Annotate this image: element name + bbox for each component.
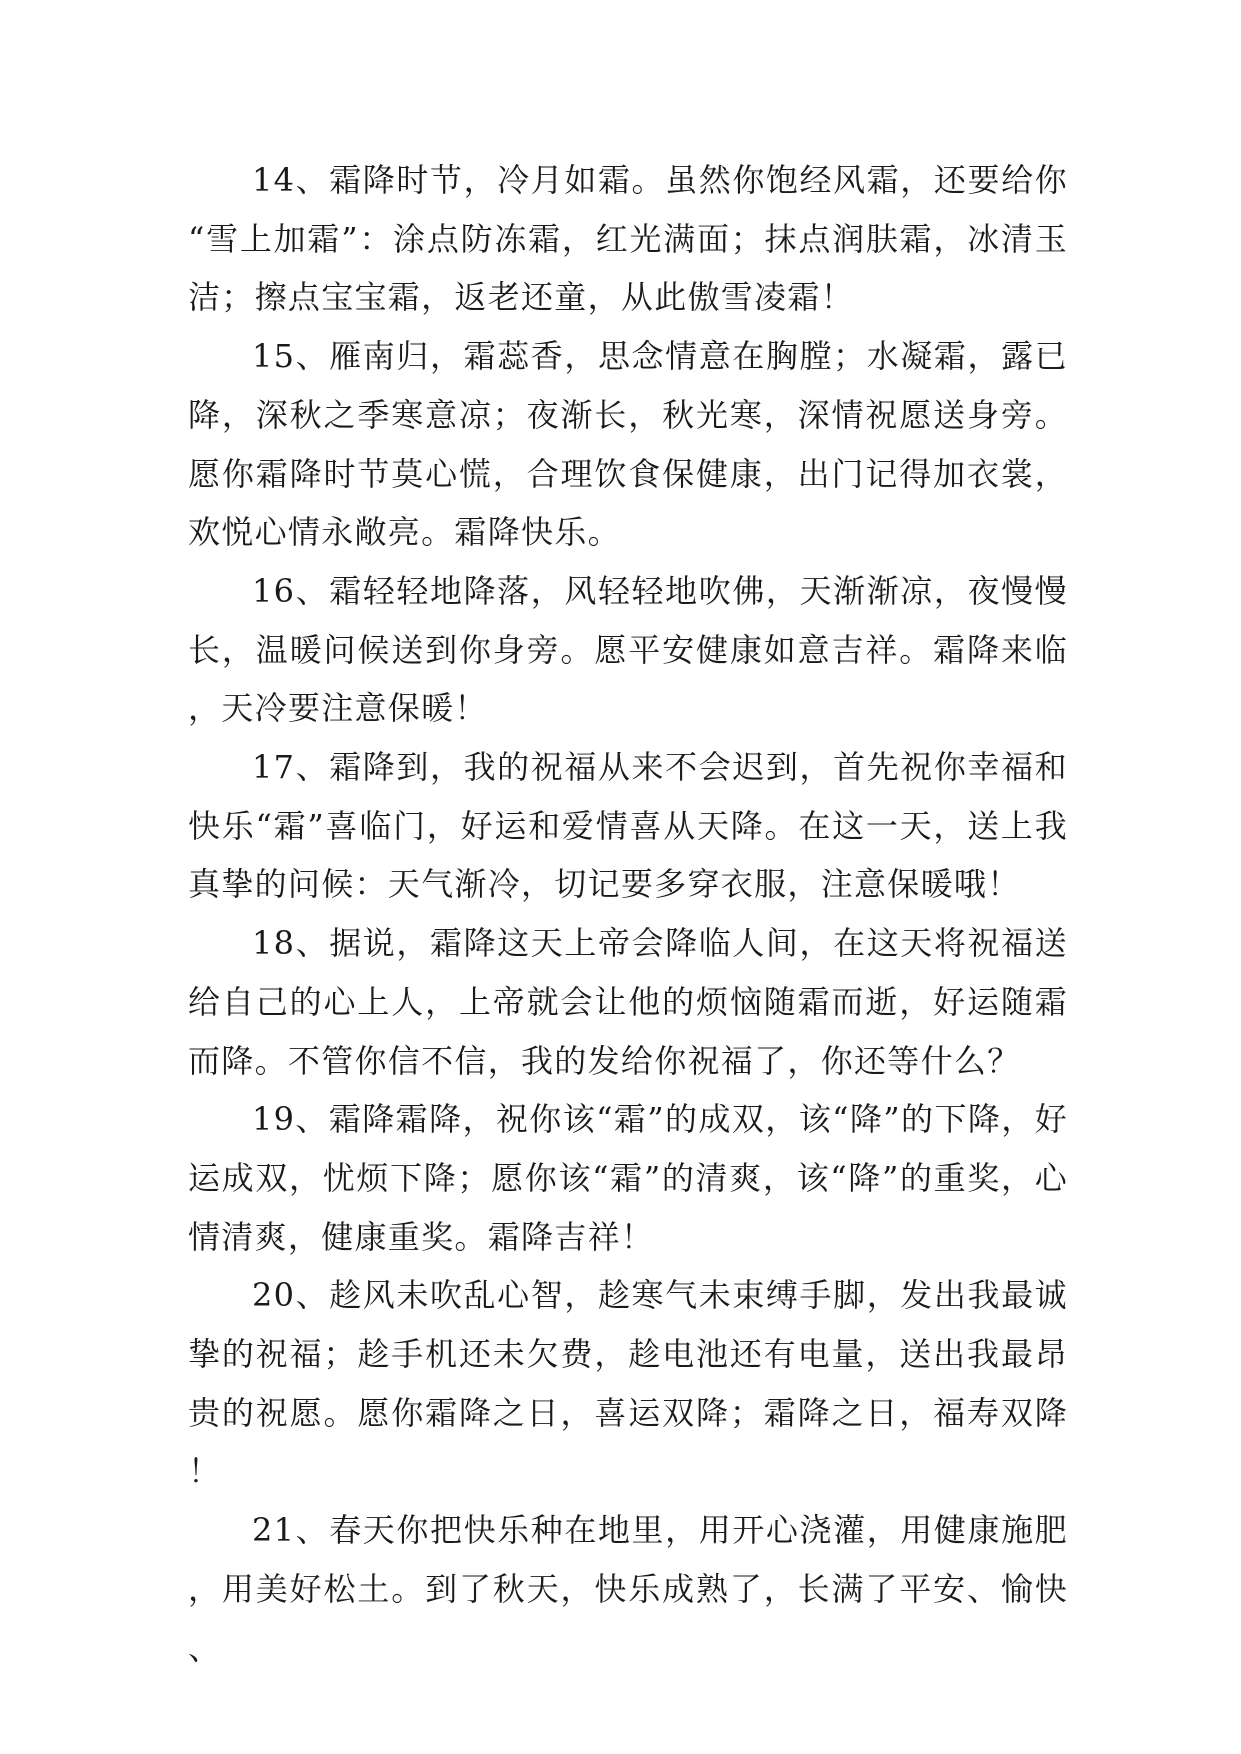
paragraph-14: 14、霜降时节，冷月如霜。虽然你饱经风霜，还要给你“雪上加霜”：涂点防冻霜，红光满面；抹点润肤霜，冰清玉洁；擦点宝宝霜，返老还童，从此傲雪凌霜！ [188, 161, 1068, 317]
paragraph-18: 18、据说，霜降这天上帝会降临人间，在这天将祝福送给自己的心上人，上帝就会让他的烦恼随霜而逝，好运随霜而降。不管你信不信，我的发给你祝福了，你还等什么？ [188, 924, 1068, 1080]
paragraph-20: 20、趁风未吹乱心智，趁寒气未束缚手脚，发出我最诚挚的祝福；趁手机还未欠费，趁电池还有电量，送出我最昂贵的祝愿。愿你霜降之日，喜运双降；霜降之日，福寿双降！ [188, 1276, 1068, 1491]
paragraph-19: 19、霜降霜降，祝你该“霜”的成双，该“降”的下降，好运成双，忧烦下降；愿你该“霜”的清爽，该“降”的重奖，心情清爽，健康重奖。霜降吉祥！ [188, 1100, 1068, 1256]
paragraph-21: 21、春天你把快乐种在地里，用开心浇灌，用健康施肥，用美好松土。到了秋天，快乐成熟了，长满了平安、愉快、 [188, 1511, 1068, 1667]
paragraph-15: 15、雁南归，霜蕊香，思念情意在胸膛；水凝霜，露已降，深秋之季寒意凉；夜渐长，秋光寒，深情祝愿送身旁。愿你霜降时节莫心慌，合理饮食保健康，出门记得加衣裳，欢悦心情永敞亮。霜降快乐。 [188, 337, 1068, 552]
document-body [188, 151, 1068, 1677]
paragraph-16: 16、霜轻轻地降落，风轻轻地吹佛，天渐渐凉，夜慢慢长，温暖问候送到你身旁。愿平安健康如意吉祥。霜降来临，天冷要注意保暖！ [188, 571, 1068, 728]
paragraph-17: 17、霜降到，我的祝福从来不会迟到，首先祝你幸福和快乐“霜”喜临门，好运和爱情喜从天降。在这一天，送上我真挚的问候：天气渐冷，切记要多穿衣服，注意保暖哦！ [188, 748, 1068, 904]
